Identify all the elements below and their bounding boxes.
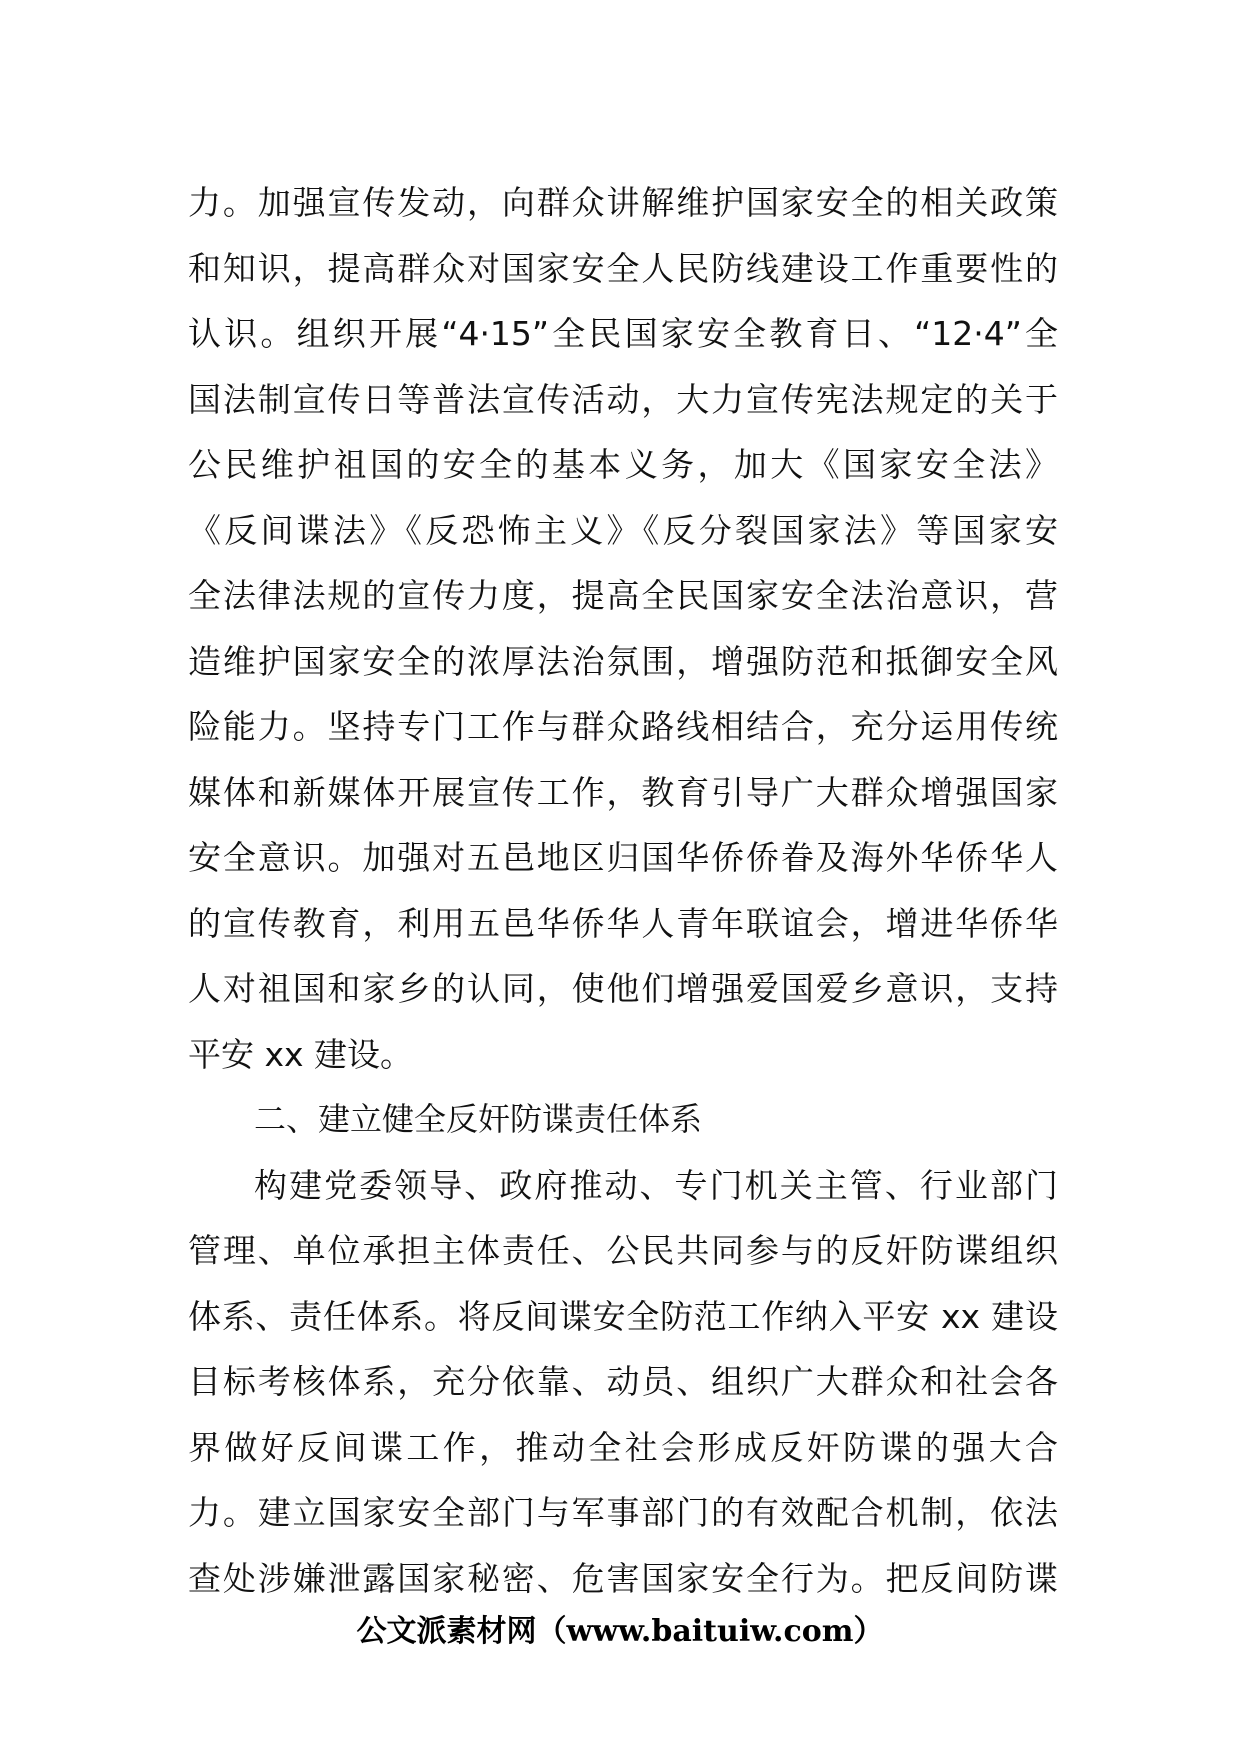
text-line: 人对祖国和家乡的认同，使他们增强爱国爱乡意识，支持 [188,969,1058,1008]
text-line: 安全意识。加强对五邑地区归国华侨侨眷及海外华侨华人 [188,838,1058,877]
text-line: 的宣传教育，利用五邑华侨华人青年联谊会，增进华侨华 [188,903,1058,943]
footer-watermark: 公文派素材网（www.baituiw.com） [356,1614,884,1649]
text-line: 管理、单位承担主体责任、公民共同参与的反奸防谍组织 [188,1231,1058,1270]
section-heading: 二、建立健全反奸防谍责任体系 [254,1100,703,1138]
paragraph-1 [188,170,1058,1087]
text-line: 媒体和新媒体开展宣传工作，教育引导广大群众增强国家 [188,772,1058,812]
text-line: 目标考核体系，充分依靠、动员、组织广大群众和社会各 [188,1362,1058,1401]
text-line: 体系、责任体系。将反间谍安全防范工作纳入平安 xx 建设 [188,1296,1058,1336]
text-line: 查处涉嫌泄露国家秘密、危害国家安全行为。把反间防谍 [188,1558,1058,1598]
text-line: 国法制宣传日等普法宣传活动，大力宣传宪法规定的关于 [188,379,1058,419]
text-line: 认识。组织开展“4·15”全民国家安全教育日、“12·4”全 [188,314,1058,353]
document-body [188,170,1058,1611]
text-line: 全法律法规的宣传力度，提高全民国家安全法治意识，营 [188,576,1058,615]
text-line: 和知识，提高群众对国家安全人民防线建设工作重要性的 [188,248,1058,288]
text-line: 公民维护祖国的安全的基本义务，加大《国家安全法》 [188,445,1058,484]
text-line: 力。加强宣传发动，向群众讲解维护国家安全的相关政策 [188,183,1058,222]
text-line: 界做好反间谍工作，推动全社会形成反奸防谍的强大合 [188,1427,1058,1467]
text-line: 《反间谍法》《反恐怖主义》《反分裂国家法》等国家安 [188,510,1058,550]
text-line: 构建党委领导、政府推动、专门机关主管、行业部门 [254,1165,1058,1205]
text-line: 力。建立国家安全部门与军事部门的有效配合机制，依法 [188,1493,1058,1532]
paragraph-2 [188,1153,1058,1612]
text-line: 险能力。坚持专门工作与群众路线相结合，充分运用传统 [188,707,1058,746]
text-line: 造维护国家安全的浓厚法治氛围，增强防范和抵御安全风 [188,641,1058,681]
text-line: 平安 xx 建设。 [188,1034,414,1074]
